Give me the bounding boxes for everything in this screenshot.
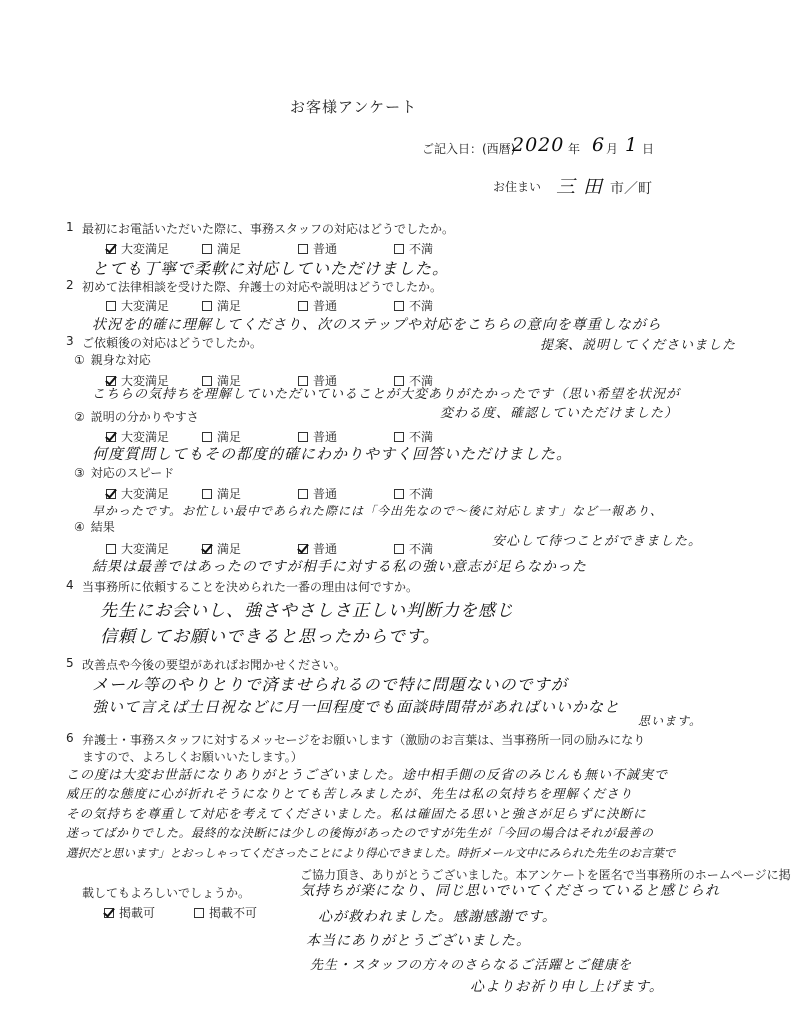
q6-message-line10[interactable]: 心よりお祈り申し上げます。 bbox=[470, 979, 664, 995]
q1-option-satisfied[interactable] bbox=[202, 240, 298, 257]
q3-sub2-label: 説明の分かりやすさ bbox=[90, 410, 199, 424]
date-month-unit: 月 bbox=[606, 142, 619, 156]
q3-sub3-option-dissatisfied[interactable] bbox=[394, 485, 490, 502]
q3-sub3-answer-line2[interactable]: 安心して待つことができました。 bbox=[492, 534, 703, 549]
consent-text-line1: ご協力頂き、ありがとうございました。本アンケートを匿名で当事務所のホームページに掲 bbox=[300, 868, 791, 882]
q1-question: 最初にお電話いただいた際に、事務スタッフの対応はどうでしたか。 bbox=[82, 222, 455, 236]
q6-message-line3[interactable]: その気持ちを尊重して対応を考えてくださいました。私は確固たる思いと強さが足らずに決断に bbox=[66, 806, 647, 821]
option-label: 満足 bbox=[217, 487, 242, 501]
date-year-unit: 年 bbox=[568, 142, 581, 156]
q6-message-line4[interactable]: 迷ってばかりでした。最終的な決断には少しの後悔があったのですが先生が「今回の場合はそれが最善の bbox=[66, 826, 654, 840]
checkbox-checked-icon[interactable] bbox=[298, 544, 308, 554]
checkbox-icon[interactable] bbox=[394, 544, 404, 554]
q1-options bbox=[106, 240, 490, 257]
checkbox-icon[interactable] bbox=[106, 544, 116, 554]
option-label: 掲載可 bbox=[119, 906, 156, 920]
checkbox-icon[interactable] bbox=[298, 432, 308, 442]
q1-option-dissatisfied[interactable] bbox=[394, 240, 490, 257]
option-label: 不満 bbox=[409, 542, 434, 556]
q3-sub4-option-dissatisfied[interactable] bbox=[394, 540, 490, 557]
option-label: 不満 bbox=[409, 242, 434, 256]
q1-number: 1 bbox=[66, 220, 74, 234]
option-label: 掲載不可 bbox=[209, 906, 258, 920]
q3-question: ご依頼後の対応はどうでしたか。 bbox=[82, 336, 263, 350]
option-label: 普通 bbox=[313, 299, 338, 313]
q3-sub1-answer-line1[interactable]: こちらの気持ちを理解していただいていることが大変ありがたかったです（思い希望を状況が bbox=[92, 387, 681, 402]
checkbox-checked-icon[interactable] bbox=[202, 544, 212, 554]
q4-answer-line1[interactable]: 先生にお会いし、強さやさしさ正しい判断力を感じ bbox=[100, 601, 514, 621]
option-label: 満足 bbox=[217, 542, 242, 556]
date-year[interactable]: 2020 bbox=[512, 134, 565, 156]
checkbox-icon[interactable] bbox=[394, 432, 404, 442]
option-label: 不満 bbox=[409, 487, 434, 501]
q2-question: 初めて法律相談を受けた際、弁護士の対応や説明はどうでしたか。 bbox=[82, 280, 443, 294]
option-label: 普通 bbox=[313, 242, 338, 256]
q6-message-line2[interactable]: 威圧的な態度に心が折れそうになりとても苦しみましたが、先生は私の気持ちを理解くださり bbox=[66, 786, 634, 801]
option-label: 普通 bbox=[313, 487, 338, 501]
q3-sub4-heading bbox=[74, 518, 115, 535]
q2-answer-line1[interactable]: 状況を的確に理解してくださり、次のステップや対応をこちらの意向を尊重しながら bbox=[92, 317, 662, 333]
q2-answer-line2[interactable]: 提案、説明してくださいました bbox=[540, 338, 737, 353]
q3-sub3-answer-line1[interactable]: 早かったです。お忙しい最中であられた際には「今出先なので〜後に対応します」など一報あり、 bbox=[92, 504, 664, 518]
q3-number: 3 bbox=[66, 334, 74, 348]
consent-option-not-publish[interactable] bbox=[194, 904, 290, 921]
q4-answer-line2[interactable]: 信頼してお願いできると思ったからです。 bbox=[100, 627, 441, 647]
q4-question: 当事務所に依頼することを決められた一番の理由は何ですか。 bbox=[82, 580, 419, 594]
checkbox-icon[interactable] bbox=[298, 301, 308, 311]
option-label: 満足 bbox=[217, 242, 242, 256]
option-label: 普通 bbox=[313, 374, 338, 388]
q5-number: 5 bbox=[66, 656, 74, 670]
q6-question-line2: ますので、よろしくお願いいたします。） bbox=[82, 750, 303, 764]
q3-sub1-label: 親身な対応 bbox=[90, 353, 151, 367]
q6-message-line9[interactable]: 先生・スタッフの方々のさらなるご活躍とご健康を bbox=[310, 958, 633, 973]
date-day[interactable]: 1 bbox=[625, 134, 639, 156]
q5-answer-line2[interactable]: 強いて言えば土日祝などに月一回程度でも面談時間帯があればいいかなと bbox=[92, 698, 621, 716]
date-day-unit: 日 bbox=[642, 142, 655, 156]
q3-sub1-heading bbox=[74, 351, 151, 368]
checkbox-icon[interactable] bbox=[298, 244, 308, 254]
q3-sub2-answer[interactable]: 何度質問してもその都度的確にわかりやすく回答いただけました。 bbox=[92, 445, 573, 463]
checkbox-icon[interactable] bbox=[202, 489, 212, 499]
option-label: 大変満足 bbox=[121, 242, 170, 256]
option-label: 不満 bbox=[409, 299, 434, 313]
q3-sub4-number: ④ bbox=[74, 519, 85, 534]
option-label: 大変満足 bbox=[121, 374, 170, 388]
checkbox-checked-icon[interactable] bbox=[106, 432, 116, 442]
checkbox-icon[interactable] bbox=[394, 489, 404, 499]
option-label: 普通 bbox=[313, 542, 338, 556]
option-label: 普通 bbox=[313, 430, 338, 444]
q3-sub3-number: ③ bbox=[74, 465, 85, 480]
q3-sub2-number: ② bbox=[74, 409, 85, 424]
q3-sub2-heading bbox=[74, 408, 199, 425]
page-title: お客様アンケート bbox=[290, 98, 418, 116]
option-label: 大変満足 bbox=[121, 299, 170, 313]
q3-sub4-options bbox=[106, 540, 490, 557]
address-city[interactable]: 三 田 bbox=[556, 176, 604, 198]
checkbox-checked-icon[interactable] bbox=[106, 244, 116, 254]
q3-sub4-option-normal[interactable] bbox=[298, 540, 394, 557]
q6-message-line7[interactable]: 心が救われました。感謝感謝です。 bbox=[318, 909, 557, 925]
checkbox-checked-icon[interactable] bbox=[106, 489, 116, 499]
q5-question: 改善点や今後の要望があればお聞かせください。 bbox=[82, 658, 347, 672]
option-label: 大変満足 bbox=[121, 542, 170, 556]
option-label: 満足 bbox=[217, 299, 242, 313]
q3-sub3-label: 対応のスピード bbox=[90, 466, 175, 480]
q3-sub1-answer-line2[interactable]: 変わる度、確認していただけました） bbox=[440, 406, 679, 421]
q2-number: 2 bbox=[66, 278, 74, 292]
q5-answer-line1[interactable]: メール等のやりとりで済ませられるので特に問題ないのですが bbox=[92, 675, 568, 694]
q6-message-line1[interactable]: この度は大変お世話になりありがとうございました。途中相手側の反省のみじんも無い不誠実で bbox=[66, 768, 669, 783]
q6-message-line8[interactable]: 本当にありがとうございました。 bbox=[306, 933, 531, 949]
q2-option-normal[interactable] bbox=[298, 297, 394, 314]
q1-option-very-satisfied[interactable] bbox=[106, 240, 202, 257]
q6-message-line5[interactable]: 選択だと思います」とおっしゃってくださったことにより得心できました。時折メール文中にみられた先生のお言葉で bbox=[66, 846, 676, 860]
checkbox-icon[interactable] bbox=[202, 301, 212, 311]
address-label: お住まい bbox=[493, 180, 542, 194]
q2-options bbox=[106, 297, 490, 314]
consent-option-publish[interactable] bbox=[104, 904, 200, 921]
date-label: ご記入日：(西暦) bbox=[422, 142, 516, 156]
q1-answer[interactable]: とても丁寧で柔軟に対応していただけました。 bbox=[92, 259, 450, 278]
q2-option-dissatisfied[interactable] bbox=[394, 297, 490, 314]
checkbox-icon[interactable] bbox=[394, 244, 404, 254]
q2-option-very-satisfied[interactable] bbox=[106, 297, 202, 314]
q1-option-normal[interactable] bbox=[298, 240, 394, 257]
checkbox-icon[interactable] bbox=[202, 244, 212, 254]
option-label: 不満 bbox=[409, 430, 434, 444]
option-label: 満足 bbox=[217, 430, 242, 444]
option-label: 不満 bbox=[409, 374, 434, 388]
checkbox-icon[interactable] bbox=[194, 908, 204, 918]
option-label: 大変満足 bbox=[121, 487, 170, 501]
checkbox-icon[interactable] bbox=[394, 301, 404, 311]
q2-option-satisfied[interactable] bbox=[202, 297, 298, 314]
checkbox-icon[interactable] bbox=[298, 489, 308, 499]
option-label: 大変満足 bbox=[121, 430, 170, 444]
q4-number: 4 bbox=[66, 578, 74, 592]
q5-answer-line3[interactable]: 思います。 bbox=[638, 714, 703, 728]
address-unit: 市／町 bbox=[610, 181, 652, 197]
q3-sub4-label: 結果 bbox=[90, 520, 115, 534]
date-month[interactable]: 6 bbox=[592, 134, 606, 156]
q3-sub3-option-very-satisfied[interactable] bbox=[106, 485, 202, 502]
checkbox-checked-icon[interactable] bbox=[104, 908, 114, 918]
q3-sub4-answer[interactable]: 結果は最善ではあったのですが相手に対する私の強い意志が足らなかった bbox=[92, 559, 587, 575]
q3-sub3-options bbox=[106, 485, 490, 502]
option-label: 満足 bbox=[217, 374, 242, 388]
q3-sub4-option-very-satisfied[interactable] bbox=[106, 540, 202, 557]
consent-options bbox=[104, 904, 290, 921]
q3-sub4-option-satisfied[interactable] bbox=[202, 540, 298, 557]
checkbox-icon[interactable] bbox=[106, 301, 116, 311]
q3-sub3-option-satisfied[interactable] bbox=[202, 485, 298, 502]
q3-sub1-number: ① bbox=[74, 352, 85, 367]
consent-text-line2: 載してもよろしいでしょうか。 bbox=[82, 886, 251, 900]
q6-message-line6[interactable]: 気持ちが楽になり、同じ思いでいてくださっていると感じられ bbox=[300, 883, 720, 899]
q3-sub3-heading bbox=[74, 464, 174, 481]
q6-question-line1: 弁護士・事務スタッフに対するメッセージをお願いします（激励のお言葉は、当事務所一同の励みになり bbox=[82, 733, 646, 747]
q3-sub3-option-normal[interactable] bbox=[298, 485, 394, 502]
checkbox-icon[interactable] bbox=[202, 432, 212, 442]
q6-number: 6 bbox=[66, 731, 74, 745]
